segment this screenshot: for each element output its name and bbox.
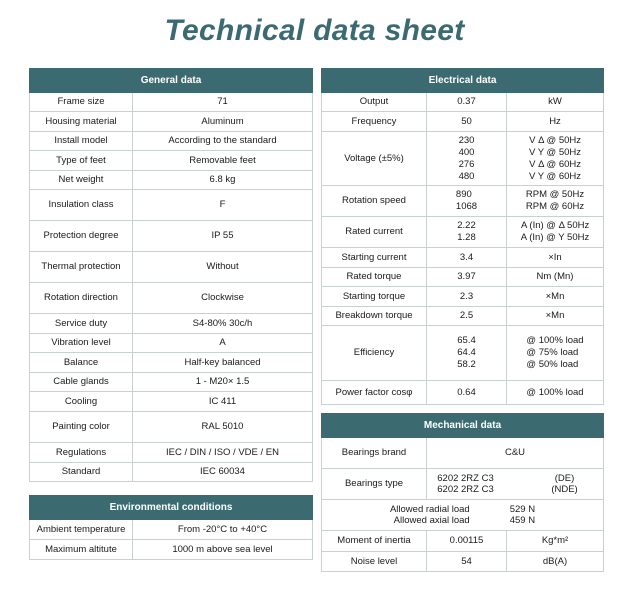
frequency-label: Frequency [322,112,427,132]
rotation-speed-unit: RPM @ 60Hz [525,201,585,212]
table-row [322,500,604,531]
rotation-speed-value: 890 [455,189,472,200]
rotation-speed-values [427,186,507,217]
rated-current-units [507,217,604,248]
rated-current-values [427,217,507,248]
table-row [322,248,604,268]
table-row [322,531,604,552]
vibration-level-value: A [133,334,313,353]
table-row [30,283,313,314]
inertia-unit: Kg*m² [507,531,604,552]
table-row [322,326,604,381]
table-row [30,392,313,412]
housing-material-value: Aluminum [133,112,313,132]
thermal-protection-label: Thermal protection [30,252,133,283]
table-row [30,540,313,560]
maximum-altitute-label: Maximum altitute [30,540,133,560]
output-value: 0.37 [427,93,507,112]
allowed-load-label: Allowed radial load [389,504,470,515]
table-row [30,252,313,283]
noise-level-unit: dB(A) [507,552,604,572]
table-row [322,307,604,326]
rotation-speed-value: 1068 [455,201,478,212]
install-model-value: According to the standard [133,132,313,151]
cable-glands-label: Cable glands [30,373,133,392]
table-row [322,438,604,469]
efficiency-unit: @ 75% load [526,347,579,358]
efficiency-values [427,326,507,381]
output-label: Output [322,93,427,112]
frame-size-value: 71 [133,93,313,112]
table-row [322,132,604,186]
starting-torque-label: Starting torque [322,287,427,307]
service-duty-value: S4-80% 30c/h [133,314,313,334]
table-row [322,287,604,307]
voltage-value: 230 [458,134,475,146]
table-row [30,443,313,463]
table-row [30,373,313,392]
bearing-model: 6202 2RZ C3 [437,473,494,484]
allowed-load-value: 529 N [509,504,536,515]
ambient-temperature-label: Ambient temperature [30,520,133,540]
efficiency-value: 64.4 [457,347,476,358]
inertia-label: Moment of inertia [322,531,427,552]
starting-torque-value: 2.3 [427,287,507,307]
protection-degree-value: IP 55 [133,221,313,252]
balance-value: Half-key balanced [133,353,313,373]
rotation-speed-units [507,186,604,217]
starting-current-value: 3.4 [427,248,507,268]
efficiency-value: 65.4 [457,335,476,346]
table-row [30,151,313,171]
painting-color-value: RAL 5010 [133,412,313,443]
rated-current-value: 2.22 [457,220,476,231]
bearing-model: 6202 2RZ C3 [437,484,494,495]
frequency-unit: Hz [507,112,604,132]
service-duty-label: Service duty [30,314,133,334]
environmental-conditions-header: Environmental conditions [30,496,313,520]
bearings-brand-label: Bearings brand [322,438,427,469]
breakdown-torque-label: Breakdown torque [322,307,427,326]
bearings-type-value [427,469,604,500]
mechanical-data-header: Mechanical data [322,414,604,438]
bearing-position: (NDE) [551,484,578,495]
rated-torque-value: 3.97 [427,268,507,287]
table-row [30,463,313,482]
table-row [30,132,313,151]
table-row [30,314,313,334]
voltage-value: 400 [458,146,475,158]
regulations-label: Regulations [30,443,133,463]
rotation-speed-label: Rotation speed [322,186,427,217]
voltage-label: Voltage (±5%) [322,132,427,186]
type-of-feet-label: Type of feet [30,151,133,171]
thermal-protection-value: Without [133,252,313,283]
environmental-conditions-table [29,495,313,560]
table-row [30,353,313,373]
general-data-header: General data [30,69,313,93]
insulation-class-value: F [133,190,313,221]
rotation-direction-label: Rotation direction [30,283,133,314]
table-row [322,217,604,248]
protection-degree-label: Protection degree [30,221,133,252]
voltage-value: 276 [458,158,475,170]
cable-glands-value: 1 - M20× 1.5 [133,373,313,392]
rated-current-unit: A (In) @ Y 50Hz [520,232,590,243]
starting-torque-unit: ×Mn [507,287,604,307]
net-weight-label: Net weight [30,171,133,190]
frame-size-label: Frame size [30,93,133,112]
rated-torque-label: Rated torque [322,268,427,287]
table-row [30,93,313,112]
vibration-level-label: Vibration level [30,334,133,353]
table-row [322,186,604,217]
table-row [322,268,604,287]
electrical-data-header: Electrical data [322,69,604,93]
power-factor-unit: @ 100% load [507,381,604,405]
standard-label: Standard [30,463,133,482]
bearing-position: (DE) [554,473,575,484]
table-row [322,469,604,500]
efficiency-unit: @ 100% load [526,335,584,346]
table-row [322,93,604,112]
voltage-unit: V Y @ 60Hz [528,170,582,182]
table-row [30,412,313,443]
voltage-units [507,132,604,186]
rated-current-label: Rated current [322,217,427,248]
bearings-type-label: Bearings type [322,469,427,500]
rated-current-unit: A (In) @ Δ 50Hz [520,220,590,231]
breakdown-torque-value: 2.5 [427,307,507,326]
rated-current-value: 1.28 [457,232,476,243]
ambient-temperature-value: From -20°C to +40°C [133,520,313,540]
efficiency-value: 58.2 [457,359,476,370]
starting-current-label: Starting current [322,248,427,268]
painting-color-label: Painting color [30,412,133,443]
cooling-value: IC 411 [133,392,313,412]
electrical-data-table [321,68,604,405]
net-weight-value: 6.8 kg [133,171,313,190]
breakdown-torque-unit: ×Mn [507,307,604,326]
allowed-load-label: Allowed axial load [393,515,470,526]
page-title: Technical data sheet [164,14,465,47]
rotation-speed-unit: RPM @ 50Hz [525,189,585,200]
frequency-value: 50 [427,112,507,132]
voltage-values [427,132,507,186]
voltage-unit: V Y @ 50Hz [528,146,582,158]
power-factor-value: 0.64 [427,381,507,405]
bearings-brand-value: C&U [427,438,604,469]
table-row [322,381,604,405]
regulations-value: IEC / DIN / ISO / VDE / EN [133,443,313,463]
table-row [30,190,313,221]
power-factor-label: Power factor cosφ [322,381,427,405]
general-data-table [29,68,313,482]
efficiency-label: Efficiency [322,326,427,381]
noise-level-label: Noise level [322,552,427,572]
voltage-value: 480 [458,170,475,182]
table-row [30,221,313,252]
rated-torque-unit: Nm (Mn) [507,268,604,287]
type-of-feet-value: Removable feet [133,151,313,171]
output-unit: kW [507,93,604,112]
allowed-loads [322,500,604,531]
standard-value: IEC 60034 [133,463,313,482]
noise-level-value: 54 [427,552,507,572]
table-row [322,552,604,572]
table-row [30,171,313,190]
starting-current-unit: ×In [507,248,604,268]
balance-label: Balance [30,353,133,373]
allowed-load-value: 459 N [509,515,536,526]
cooling-label: Cooling [30,392,133,412]
mechanical-data-table [321,413,604,572]
table-row [30,112,313,132]
voltage-unit: V Δ @ 60Hz [529,158,582,170]
efficiency-units [507,326,604,381]
efficiency-unit: @ 50% load [526,359,579,370]
install-model-label: Install model [30,132,133,151]
rotation-direction-value: Clockwise [133,283,313,314]
table-row [30,520,313,540]
table-row [322,112,604,132]
housing-material-label: Housing material [30,112,133,132]
table-row [30,334,313,353]
maximum-altitute-value: 1000 m above sea level [133,540,313,560]
inertia-value: 0.00115 [427,531,507,552]
voltage-unit: V Δ @ 50Hz [529,134,582,146]
insulation-class-label: Insulation class [30,190,133,221]
